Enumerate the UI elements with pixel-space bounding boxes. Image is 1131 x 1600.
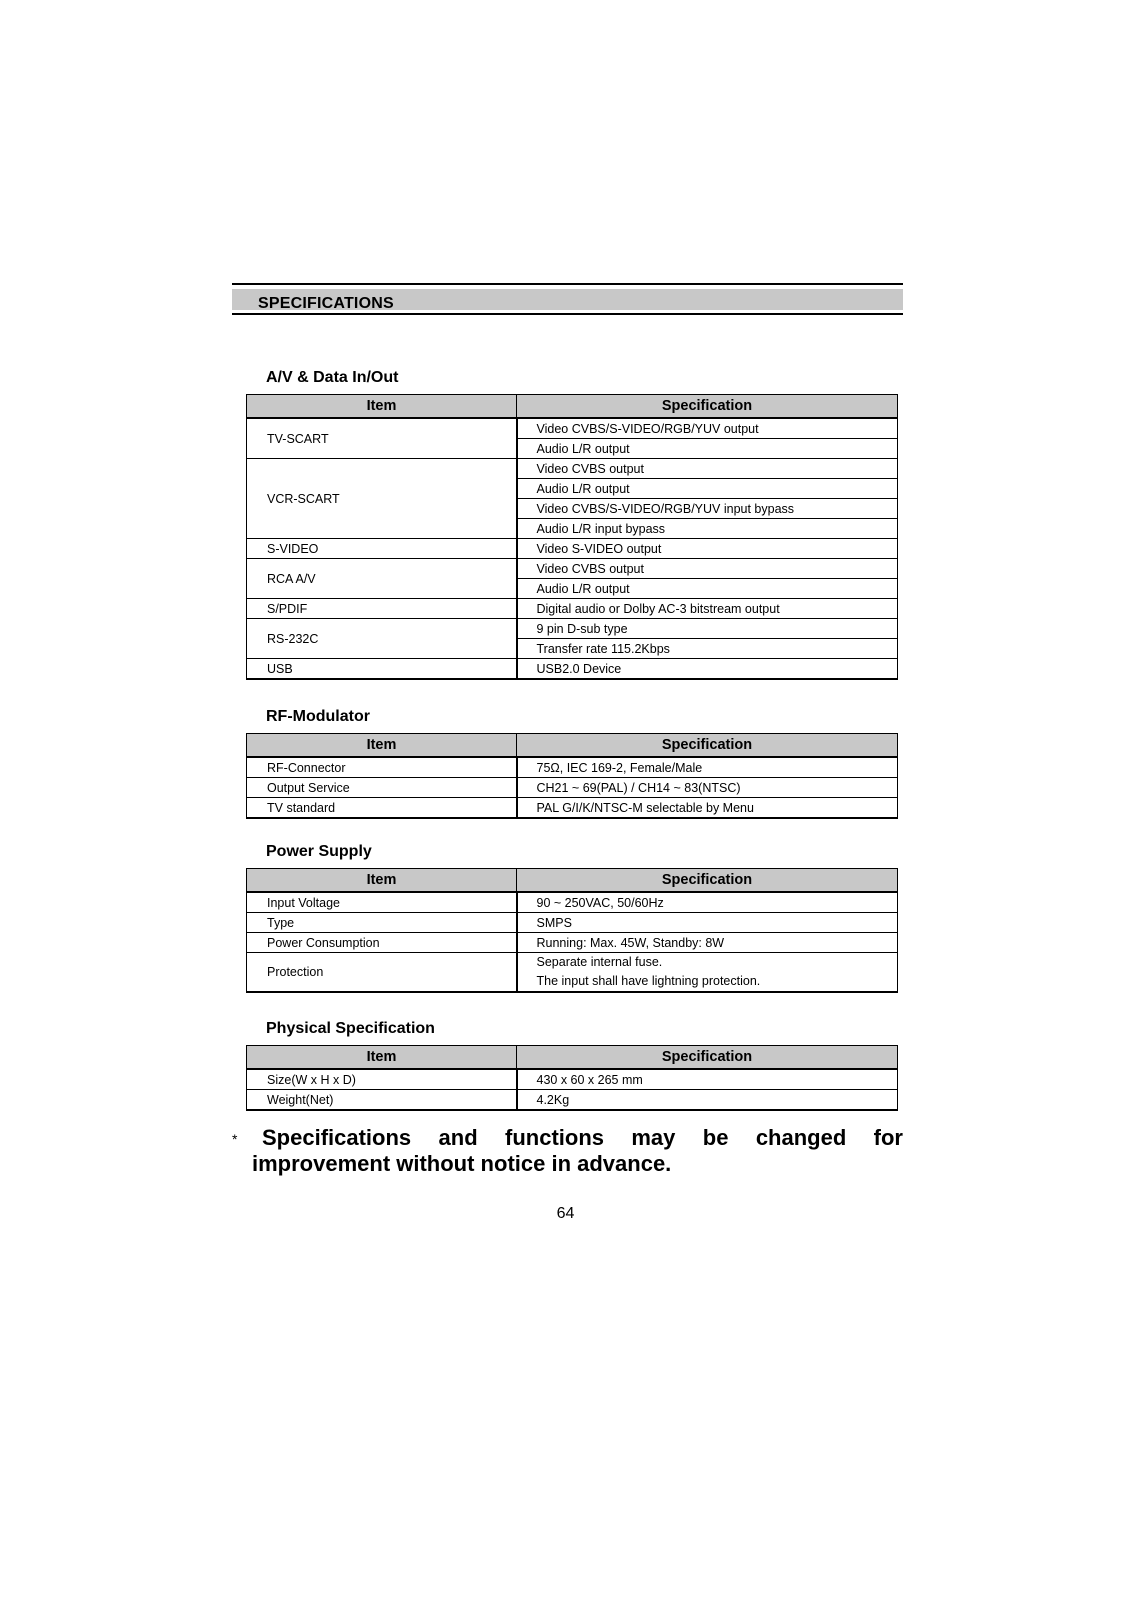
spec-cell: USB2.0 Device [517, 659, 898, 680]
page-number: 64 [556, 1205, 575, 1222]
note-word: Specifications [262, 1125, 412, 1150]
item-cell: Type [247, 913, 517, 933]
table-header-row [247, 1046, 898, 1070]
item-cell: TV standard [247, 798, 517, 819]
note-word: and [438, 1125, 478, 1150]
section-header-band [232, 283, 903, 315]
item-column-header: Item [247, 869, 517, 893]
av-spec-table [246, 394, 898, 680]
spec-cell: Video CVBS/S-VIDEO/RGB/YUV input bypass [517, 499, 898, 519]
note-word: may [631, 1125, 676, 1150]
item-cell: Input Voltage [247, 892, 517, 913]
table-row [247, 418, 898, 439]
item-cell: Power Consumption [247, 933, 517, 953]
spec-cell: Audio L/R output [517, 579, 898, 599]
spec-cell: 430 x 60 x 265 mm [517, 1069, 898, 1090]
note-line-2: improvement without notice in advance. [252, 1151, 672, 1176]
item-cell: S-VIDEO [247, 539, 517, 559]
table-row [247, 778, 898, 798]
item-column-header: Item [247, 734, 517, 758]
table-row [247, 933, 898, 953]
item-column-header: Item [247, 395, 517, 419]
page-title: SPECIFICATIONS [258, 295, 394, 312]
table-row [247, 459, 898, 479]
spec-cell: Running: Max. 45W, Standby: 8W [517, 933, 898, 953]
note-word: be [702, 1125, 729, 1150]
table-row [247, 559, 898, 579]
table-row [247, 619, 898, 639]
spec-cell: Video CVBS output [517, 459, 898, 479]
spec-cell: 4.2Kg [517, 1090, 898, 1111]
av-section-title: A/V & Data In/Out [266, 369, 399, 386]
spec-line: Separate internal fuse. [536, 955, 663, 969]
spec-cell: CH21 ~ 69(PAL) / CH14 ~ 83(NTSC) [517, 778, 898, 798]
spec-cell: 75Ω, IEC 169-2, Female/Male [517, 757, 898, 778]
item-cell: RF-Connector [247, 757, 517, 778]
table-header-row [247, 734, 898, 758]
rf-section-title: RF-Modulator [266, 708, 370, 725]
note-word: for [873, 1125, 903, 1150]
item-column-header: Item [247, 1046, 517, 1070]
asterisk-marker: * [232, 1131, 238, 1147]
table-row [247, 1069, 898, 1090]
spec-cell: Video CVBS output [517, 559, 898, 579]
table-row [247, 798, 898, 819]
spec-column-header: Specification [517, 1046, 898, 1070]
spec-cell: Video S-VIDEO output [517, 539, 898, 559]
spec-cell: SMPS [517, 913, 898, 933]
spec-cell: 90 ~ 250VAC, 50/60Hz [517, 892, 898, 913]
spec-cell: 9 pin D-sub type [517, 619, 898, 639]
item-cell: S/PDIF [247, 599, 517, 619]
table-row [247, 539, 898, 559]
item-cell: RCA A/V [247, 559, 517, 599]
physical-spec-table [246, 1045, 898, 1111]
power-spec-table [246, 868, 898, 993]
table-row [247, 659, 898, 680]
spec-column-header: Specification [517, 734, 898, 758]
note-word: changed [755, 1125, 847, 1150]
spec-column-header: Specification [517, 869, 898, 893]
table-row [247, 913, 898, 933]
note-word: functions [505, 1125, 604, 1150]
item-cell: USB [247, 659, 517, 680]
item-cell: Protection [247, 953, 517, 993]
table-row [247, 757, 898, 778]
spec-cell: Digital audio or Dolby AC-3 bitstream output [517, 599, 898, 619]
table-row [247, 599, 898, 619]
spec-cell: Video CVBS/S-VIDEO/RGB/YUV output [517, 418, 898, 439]
spec-column-header: Specification [517, 395, 898, 419]
spec-cell: Audio L/R output [517, 479, 898, 499]
item-cell: Output Service [247, 778, 517, 798]
item-cell: Weight(Net) [247, 1090, 517, 1111]
physical-section-title: Physical Specification [266, 1020, 435, 1037]
table-row [247, 1090, 898, 1111]
spec-cell: Audio L/R output [517, 439, 898, 459]
item-cell: VCR-SCART [247, 459, 517, 539]
spec-line: The input shall have lightning protection. [536, 974, 761, 988]
table-row [247, 892, 898, 913]
item-cell: Size(W x H x D) [247, 1069, 517, 1090]
spec-cell: Transfer rate 115.2Kbps [517, 639, 898, 659]
table-header-row [247, 869, 898, 893]
note-line-1 [262, 1124, 903, 1151]
item-cell: TV-SCART [247, 418, 517, 459]
table-row [247, 953, 898, 993]
rf-spec-table [246, 733, 898, 819]
spec-cell: Audio L/R input bypass [517, 519, 898, 539]
table-header-row [247, 395, 898, 419]
item-cell: RS-232C [247, 619, 517, 659]
spec-cell [517, 953, 898, 993]
power-section-title: Power Supply [266, 843, 372, 860]
spec-cell: PAL G/I/K/NTSC-M selectable by Menu [517, 798, 898, 819]
